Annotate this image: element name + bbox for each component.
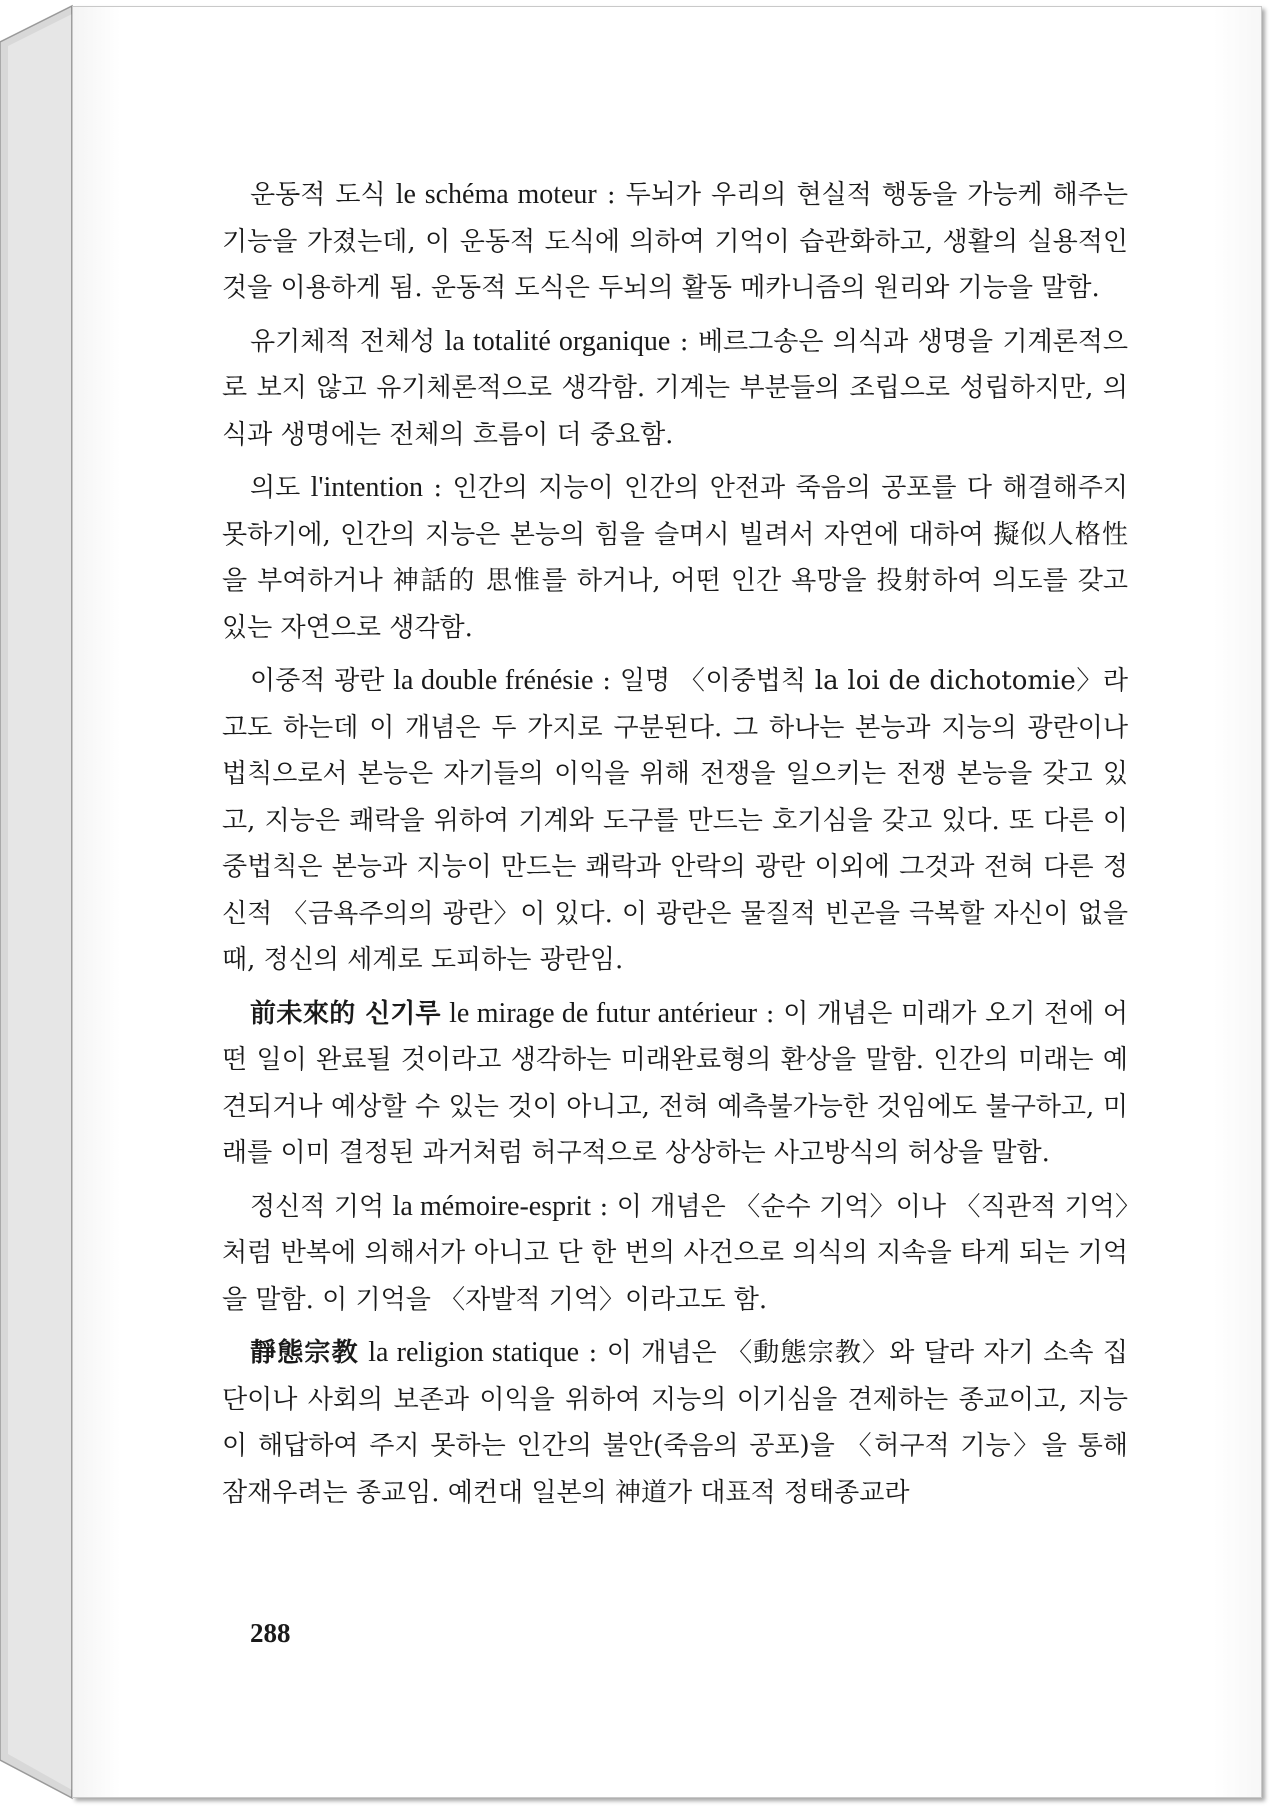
entry-french: la mémoire-esprit [392, 1190, 592, 1222]
entry-definition: 이 개념은 〈動態宗教〉와 달라 자기 소속 집단이나 사회의 보존과 이익을 위하여 지능의 이기심을 견제하는 종교이고, 지능이 해답하여 주지 못하는 인간의 불안(죽음의 공포)을 〈허구적 기능〉을 통해 잠재우려는 종교임. 예컨대 일본의 神道가 대표적 정태종교라 [222, 1338, 1129, 1508]
entry-definition: 인간의 지능이 인간의 안전과 죽음의 공포를 다 해결해주지 못하기에, 인간의 지능은 본능의 힘을 슬며시 빌려서 자연에 대하여 擬似人格性을 부여하거나 神話的 思惟를 하거나, 어떤 인간 욕망을 投射하여 의도를 갖고 있는 자연으로 생각함. [222, 473, 1128, 643]
entry-french: la totalité organique [444, 325, 671, 357]
entry-term: 前未來的 신기루 [250, 998, 441, 1029]
entry-term: 운동적 도식 [250, 180, 386, 210]
entry-separator: : [596, 180, 626, 210]
entry-separator: : [670, 326, 698, 357]
entry-definition: 두뇌가 우리의 현실적 행동을 가능케 해주는 기능을 가졌는데, 이 운동적 도식에 의하여 기억이 습관화하고, 생활의 실용적인 것을 이용하게 됨. 운동적 도식은 두뇌의 활동 메카니즘의 원리와 기능을 말함. [222, 180, 1128, 303]
glossary-entry [222, 319, 1128, 459]
entry-term: 靜態宗教 [250, 1338, 359, 1368]
entry-definition: 이 개념은 미래가 오기 전에 어떤 일이 완료될 것이라고 생각하는 미래완료형의 환상을 말함. 인간의 미래는 예견되거나 예상할 수 있는 것이 아니고, 전혀 예측불가능한 것임에도 불구하고, 미래를 이미 결정된 과거처럼 허구적으로 상상하는 사고방식의 허상을 말함. [222, 998, 1129, 1168]
entry-definition: 일명 〈이중법칙 la loi de dichotomie〉라고도 하는데 이 개념은 두 가지로 구분된다. 그 하나는 본능과 지능의 광란이나 법칙으로서 본능은 자기들의 이익을 위해 전쟁을 일으키는 전쟁 본능을 갖고 있고, 지능은 쾌락을 위하여 기계와 도구를 만드는 호기심을 갖고 있다. 또 다른 이중법칙은 본능과 지능이 만드는 쾌락과 안락의 광란 이외에 그것과 전혀 다른 정신적 〈금욕주의의 광란〉이 있다. 이 광란은 물질적 빈곤을 극복할 자신이 없을 때, 정신의 세계로 도피하는 광란임. [222, 666, 1128, 975]
entry-term: 의도 [250, 473, 301, 503]
entry-term: 이중적 광란 [250, 666, 385, 696]
entry-separator: : [757, 998, 784, 1029]
entry-separator: : [591, 1191, 617, 1222]
entry-french: le mirage de futur antérieur [449, 997, 758, 1029]
entry-term: 정신적 기억 [250, 1191, 385, 1222]
glossary-entry [222, 465, 1128, 651]
entry-term: 유기체적 전체성 [250, 326, 436, 357]
entry-french: la religion statique [368, 1337, 580, 1368]
glossary-body [222, 172, 1128, 1523]
glossary-entry [222, 172, 1128, 312]
entry-french: la double frénésie [393, 665, 594, 696]
glossary-entry [222, 658, 1128, 984]
glossary-entry [222, 1330, 1128, 1516]
entry-french: le schéma moteur [395, 179, 597, 210]
entry-separator: : [593, 666, 620, 696]
glossary-entry [222, 1184, 1128, 1324]
entry-definition: 베르그송은 의식과 생명을 기계론적으로 보지 않고 유기체론적으로 생각함. 기계는 부분들의 조립으로 성립하지만, 의식과 생명에는 전체의 흐름이 더 중요함. [222, 326, 1129, 450]
entry-separator: : [423, 473, 453, 503]
entry-french: l'intention [310, 472, 423, 503]
glossary-entry [222, 991, 1128, 1177]
entry-separator: : [579, 1338, 607, 1368]
entry-definition: 이 개념은 〈순수 기억〉이나 〈직관적 기억〉처럼 반복에 의해서가 아니고 단 한 번의 사건으로 의식의 지속을 타게 되는 기억을 말함. 이 기억을 〈자발적 기억〉이라고도 함. [222, 1191, 1128, 1315]
page-number: 288 [250, 1618, 291, 1648]
